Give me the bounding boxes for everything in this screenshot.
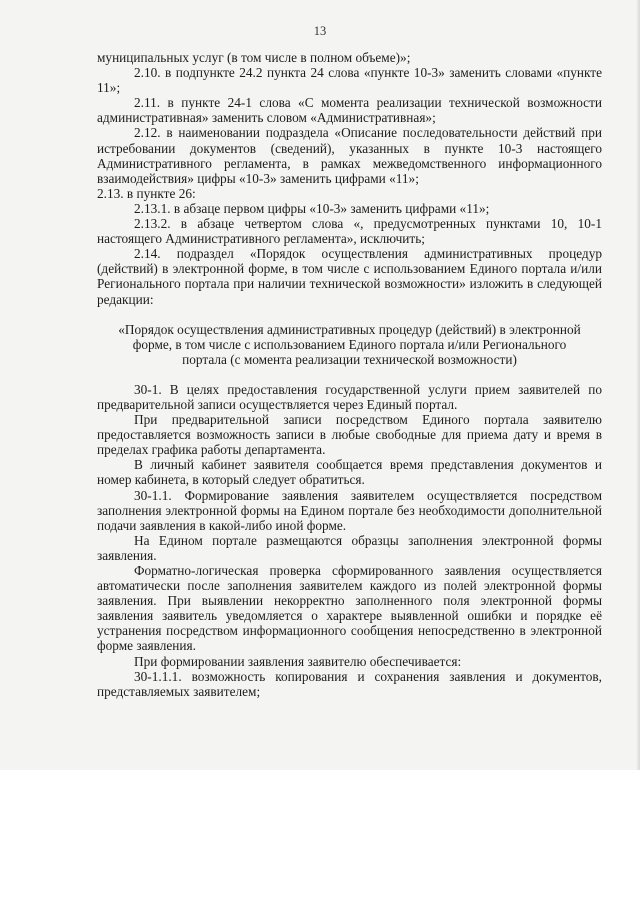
spacer [97, 367, 602, 382]
paragraph: 2.13. в пункте 26: [97, 185, 196, 201]
paragraph: 30-1.1. Формирование заявления заявителем осуществляется посредством заполнения электронной формы на Едином портале без необходимости дополнительной подачи заявления в какой-либо иной форме. [97, 487, 602, 533]
paragraph: На Едином портале размещаются образцы заполнения электронной формы заявления. [97, 532, 602, 563]
paragraph: 2.11. в пункте 24-1 слова «С момента реализации технической возможности административная» заменить словом «Административная»; [97, 95, 602, 126]
paragraph: 2.14. подраздел «Порядок осуществления административных процедур (действий) в электронной форме, в том числе с использованием Единого портала и/или Регионального портала при наличии технической возможности» изложить в следующей редакции: [97, 246, 602, 307]
spacer [97, 307, 602, 322]
paragraph: Форматно-логическая проверка сформированного заявления осуществляется автоматически после заполнения заявителем каждого из полей электронной формы заявления. При выявлении некорректно заполненного поля электронной формы заявления заявитель уведомляется о характере выявленной ошибки и порядке её устранения посредством информационного сообщения непосредственно в электронной форме заявления. [97, 563, 602, 654]
paragraph: 2.13.1. в абзаце первом цифры «10-3» заменить цифрами «11»; [134, 200, 490, 216]
paragraph: муниципальных услуг (в том числе в полном объеме)»; [97, 50, 411, 65]
page-number: 13 [313, 24, 327, 38]
paragraph: В личный кабинет заявителя сообщается время представления документов и номер кабинета, в который следует обратиться. [97, 457, 602, 488]
paragraph: 30-1. В целях предоставления государственной услуги прием заявителей по предварительной записи осуществляется через Единый портал. [97, 381, 602, 412]
paragraph: При формировании заявления заявителю обеспечивается: [134, 653, 462, 669]
paragraph: 2.12. в наименовании подраздела «Описание последовательности действий при истребовании документов (сведений), указанных в пункте 10-3 настоящего Административного регламента, в рамках межведомственного информационного взаимодействия» цифры «10-3» заменить цифрами «11»; [97, 125, 602, 186]
section-heading: «Порядок осуществления административных процедур (действий) в электронной форме, в том числе с использованием Единого портала и/или Регионального портала (с момента реализации технической возможности) [118, 321, 581, 367]
paragraph: 2.13.2. в абзаце четвертом слова «, предусмотренных пунктами 10, 10-1 настоящего Административного регламента», исключить; [97, 216, 602, 247]
paragraph: 2.10. в подпункте 24.2 пункта 24 слова «пункте 10-3» заменить словами «пункте 11»; [97, 65, 602, 96]
paragraph: При предварительной записи посредством Единого портала заявителю предоставляется возможность записи в любые свободные для приема дату и время в пределах графика работы департамента. [97, 412, 602, 458]
document-body [97, 50, 602, 699]
paragraph: 30-1.1.1. возможность копирования и сохранения заявления и документов, представляемых заявителем; [97, 668, 602, 699]
